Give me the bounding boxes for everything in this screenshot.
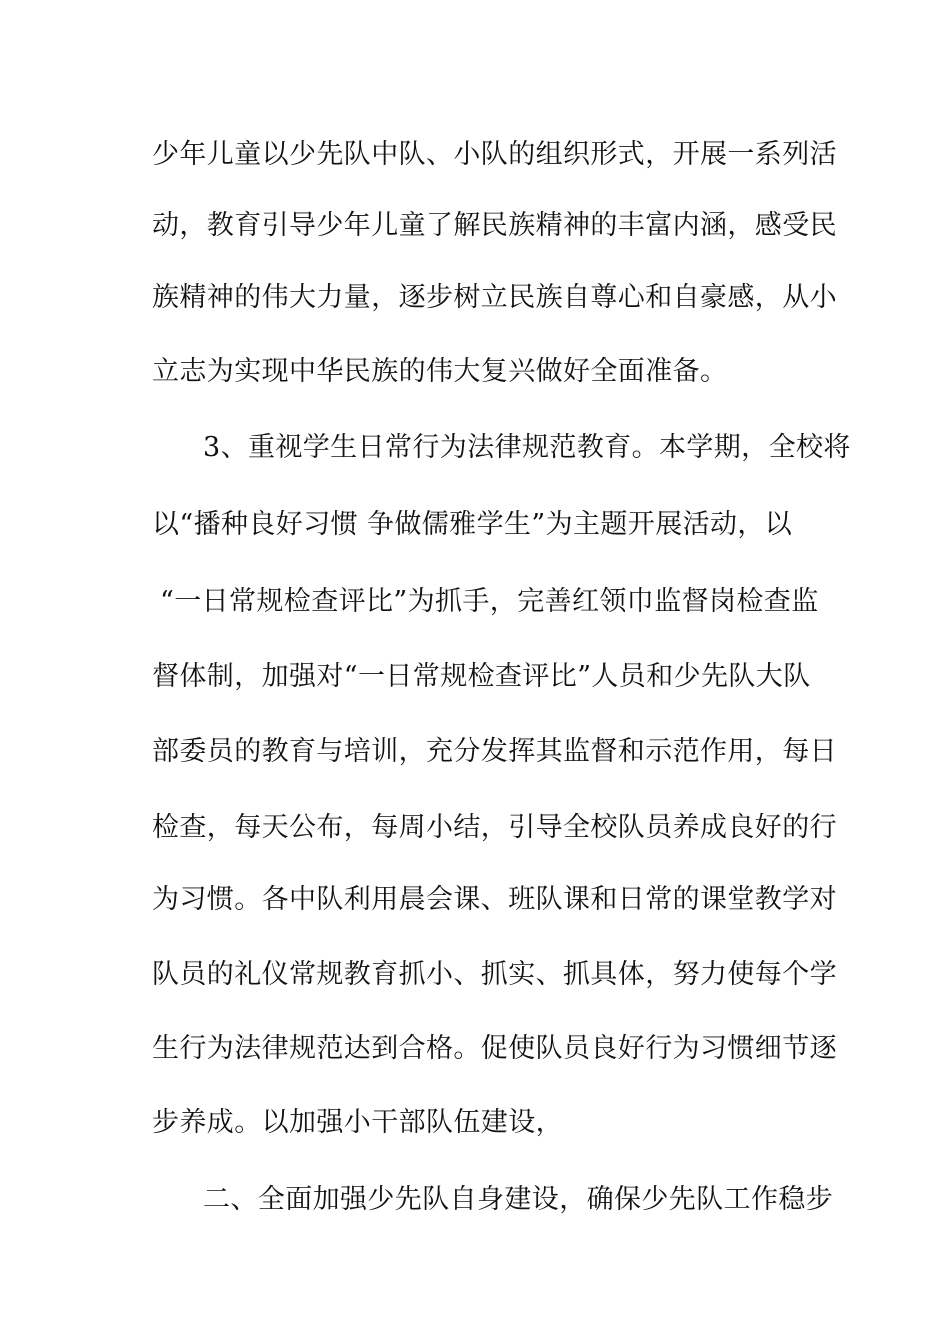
text-line: 检查，每天公布，每周小结，引导全校队员养成良好的行: [152, 812, 837, 843]
text-line: 部委员的教育与培训，充分发挥其监督和示范作用，每日: [152, 736, 837, 767]
text-line: 生行为法律规范达到合格。促使队员良好行为习惯细节逐: [152, 1033, 837, 1064]
section-heading-line: 二、全面加强少先队自身建设，确保少先队工作稳步: [203, 1184, 834, 1215]
text-line: 队员的礼仪常规教育抓小、抓实、抓具体，努力使每个学: [152, 959, 837, 990]
text-line: 为习惯。各中队利用晨会课、班队课和日常的课堂教学对: [152, 884, 837, 915]
paragraph-start-line: 3、重视学生日常行为法律规范教育。本学期，全校将: [203, 432, 851, 463]
text-line: 族精神的伟大力量，逐步树立民族自尊心和自豪感，从小: [152, 282, 837, 313]
text-line: 督体制，加强对“一日常规检查评比”人员和少先队大队: [152, 661, 811, 692]
text-line: 立志为实现中华民族的伟大复兴做好全面准备。: [152, 356, 728, 387]
text-line: 步养成。以加强小干部队伍建设，: [152, 1107, 563, 1138]
text-line: 以“播种良好习惯 争做儒雅学生”为主题开展活动，以: [152, 509, 793, 540]
text-line: 少年儿童以少先队中队、小队的组织形式，开展一系列活: [152, 139, 837, 170]
text-line: 动，教育引导少年儿童了解民族精神的丰富内涵，感受民: [152, 210, 837, 241]
text-line: “一日常规检查评比”为抓手，完善红领巾监督岗检查监: [160, 586, 819, 617]
